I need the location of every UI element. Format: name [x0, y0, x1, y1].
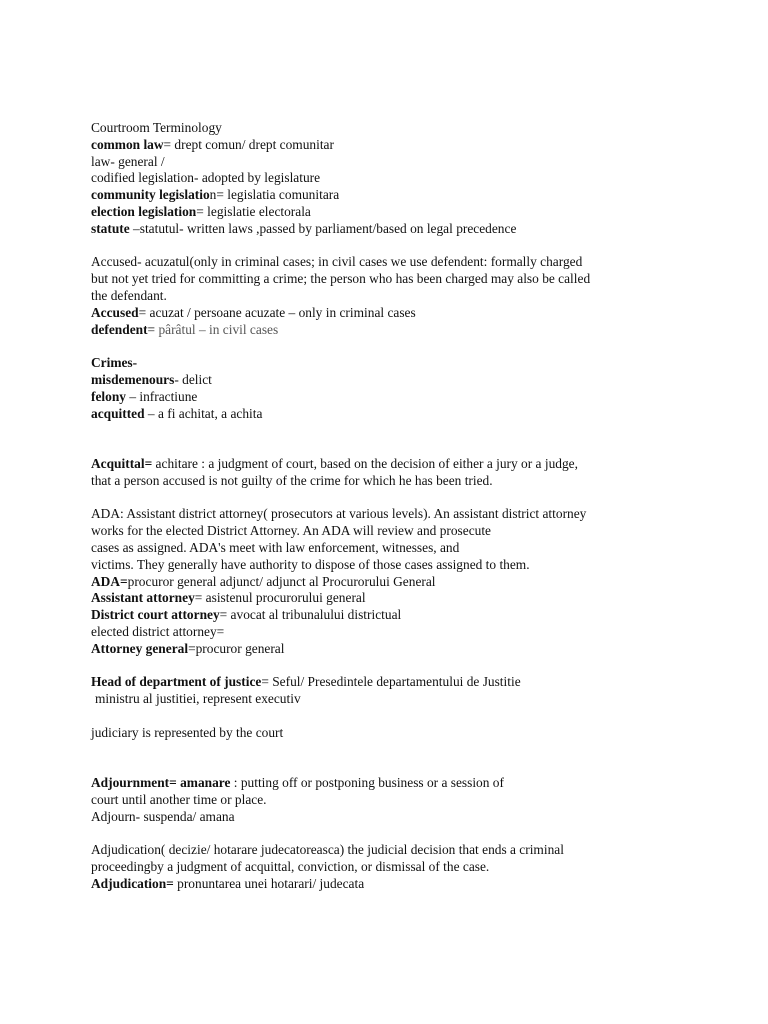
- text-line: ministru al justitiei, represent executiv: [95, 691, 301, 707]
- text-line: elected district attorney=: [91, 623, 225, 639]
- text-line: ADA: Assistant district attorney( prosecutors at various levels). An assistant district attorney: [91, 506, 587, 522]
- term-assistant-attorney: Assistant attorney= asistenul procurorului general: [91, 590, 366, 606]
- text-line: but not yet tried for committing a crime; the person who has been charged may also be called: [91, 271, 591, 287]
- document-title: Courtroom Terminology: [91, 120, 222, 135]
- text-line: that a person accused is not guilty of the crime for which he has been tried.: [91, 472, 493, 488]
- term-statute: statute –statutul- written laws ,passed by parliament/based on legal precedence: [91, 220, 517, 236]
- term-acquitted: acquitted – a fi achitat, a achita: [91, 405, 263, 421]
- term-acquittal: Acquittal= achitare : a judgment of court, based on the decision of either a jury or a judge,: [91, 455, 578, 471]
- text-line: cases as assigned. ADA's meet with law enforcement, witnesses, and: [91, 539, 460, 555]
- term-misdemenours: misdemenours- delict: [91, 371, 212, 387]
- text-line: court until another time or place.: [91, 791, 267, 807]
- text-line: judiciary is represented by the court: [91, 724, 284, 740]
- term-common-law: common law= drept comun/ drept comunitar: [91, 136, 334, 152]
- term-accused: Accused= acuzat / persoane acuzate – only in criminal cases: [91, 304, 416, 320]
- text-line: Accused- acuzatul(only in criminal cases; in civil cases we use defendent: formally charged: [91, 254, 583, 270]
- text-line: law- general /: [91, 153, 165, 169]
- term-ada: ADA=procuror general adjunct/ adjunct al Procurorului General: [91, 573, 436, 589]
- text-line: codified legislation- adopted by legislature: [91, 170, 321, 186]
- text-line: Adjourn- suspenda/ amana: [91, 808, 235, 824]
- text-line: the defendant.: [91, 287, 167, 303]
- term-felony: felony – infractiune: [91, 388, 198, 404]
- term-community-legislation: community legislation= legislatia comunitara: [91, 187, 340, 203]
- term-adjournment: Adjournment= amanare : putting off or postponing business or a session of: [91, 775, 504, 791]
- term-defendent: defendent= pârâtul – in civil cases: [91, 321, 279, 337]
- section-heading-crimes: Crimes-: [91, 355, 138, 371]
- text-line: victims. They generally have authority to dispose of those cases assigned to them.: [91, 556, 530, 572]
- text-line: Adjudication( decizie/ hotarare judecatoreasca) the judicial decision that ends a criminal: [91, 842, 564, 858]
- text-line: works for the elected District Attorney. An ADA will review and prosecute: [91, 523, 492, 539]
- term-head-of-department: Head of department of justice= Seful/ Presedintele departamentului de Justitie: [91, 674, 521, 690]
- document-body: [91, 120, 691, 893]
- term-district-court-attorney: District court attorney= avocat al tribunalului districtual: [91, 607, 402, 623]
- term-adjudication: Adjudication= pronuntarea unei hotarari/ judecata: [91, 875, 365, 891]
- term-attorney-general: Attorney general=procuror general: [91, 640, 285, 656]
- term-election-legislation: election legislation= legislatie electorala: [91, 203, 311, 219]
- text-line: proceedingby a judgment of acquittal, conviction, or dismissal of the case.: [91, 859, 490, 875]
